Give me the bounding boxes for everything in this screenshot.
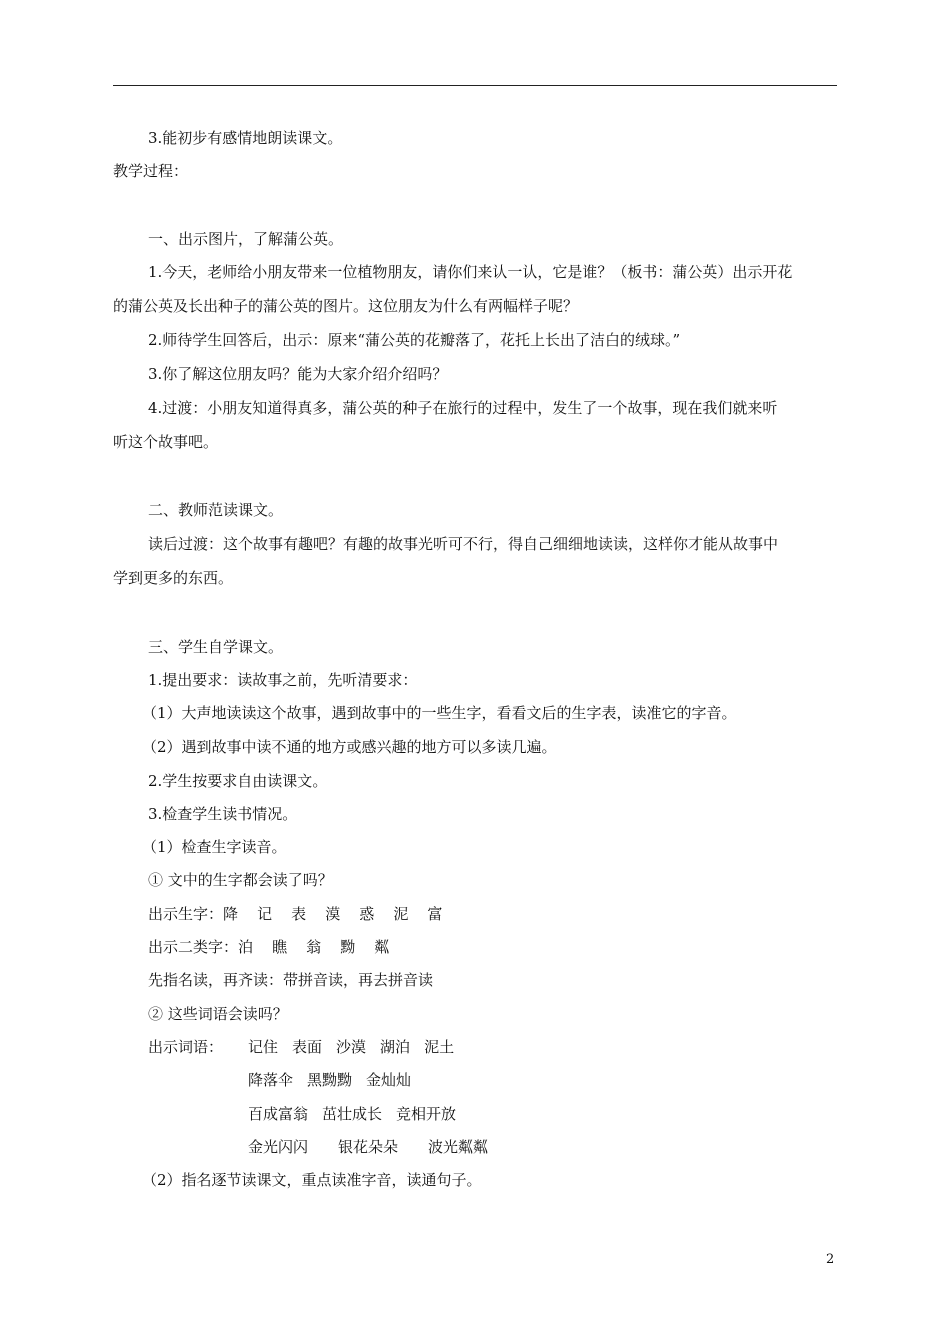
word-row <box>248 1137 502 1157</box>
word: 记住 <box>248 1038 279 1056</box>
page-number: 2 <box>826 1252 835 1267</box>
read-by-section: （2）指名逐节读课文，重点读准字音，读通句子。 <box>142 1171 482 1189</box>
section-1-para-1b: 的蒲公英及长出种子的蒲公英的图片。这位朋友为什么有两幅样子呢？ <box>113 297 579 315</box>
objective-3: 3.能初步有感情地朗读课文。 <box>148 129 343 147</box>
words-label: 出示词语： <box>148 1038 224 1056</box>
word: 表面 <box>292 1038 323 1056</box>
new-characters-1: 出示生字：降 记 表 漠 惑 泥 富 <box>148 905 443 923</box>
section-3-para-1: 1.提出要求：读故事之前，先听清要求： <box>148 671 418 689</box>
word: 茁壮成长 <box>322 1105 383 1123</box>
question-1: ① 文中的生字都会读了吗？ <box>148 871 333 889</box>
section-1-para-4a: 4.过渡：小朋友知道得真多，蒲公英的种子在旅行的过程中，发生了一个故事，现在我们就来听 <box>148 399 778 417</box>
word: 沙漠 <box>336 1038 367 1056</box>
word-row <box>248 1070 425 1090</box>
section-1-para-1a: 1.今天，老师给小朋友带来一位植物朋友，请你们来认一认，它是谁？（板书：蒲公英）出示开花 <box>148 263 793 281</box>
word: 湖泊 <box>380 1038 411 1056</box>
word: 银花朵朵 <box>338 1138 399 1156</box>
word: 金光闪闪 <box>248 1138 309 1156</box>
header-rule <box>113 85 837 86</box>
section-1-para-4b: 听这个故事吧。 <box>113 433 219 451</box>
word: 黑黝黝 <box>307 1071 353 1089</box>
section-2-para-1a: 读后过渡：这个故事有趣吧？有趣的故事光听可不行，得自己细细地读读，这样你才能从故事中 <box>148 535 779 553</box>
reading-method: 先指名读，再齐读：带拼音读，再去拼音读 <box>148 971 434 989</box>
word: 泥土 <box>424 1038 455 1056</box>
word: 降落伞 <box>248 1071 294 1089</box>
section-3-heading: 三、学生自学课文。 <box>148 638 284 656</box>
word-row <box>248 1104 470 1124</box>
word: 波光粼粼 <box>428 1138 489 1156</box>
section-3-req-2: （2）遇到故事中读不通的地方或感兴趣的地方可以多读几遍。 <box>142 738 557 756</box>
check-pronunciation: （1）检查生字读音。 <box>142 838 287 856</box>
section-1-para-3: 3.你了解这位朋友吗？能为大家介绍介绍吗？ <box>148 365 448 383</box>
section-1-heading: 一、出示图片，了解蒲公英。 <box>148 230 344 248</box>
section-3-para-3: 3.检查学生读书情况。 <box>148 805 298 823</box>
new-characters-2: 出示二类字：泊 瞧 翁 黝 粼 <box>148 938 390 956</box>
question-2: ② 这些词语会读吗？ <box>148 1005 288 1023</box>
process-heading: 教学过程： <box>113 162 189 180</box>
section-3-para-2: 2.学生按要求自由读课文。 <box>148 772 328 790</box>
section-3-req-1: （1）大声地读读这个故事，遇到故事中的一些生字，看看文后的生字表，读准它的字音。 <box>142 704 737 722</box>
section-2-heading: 二、教师范读课文。 <box>148 501 284 519</box>
section-2-para-1b: 学到更多的东西。 <box>113 569 234 587</box>
word: 金灿灿 <box>366 1071 412 1089</box>
word: 百成富翁 <box>248 1105 309 1123</box>
word-row <box>248 1037 468 1057</box>
section-1-para-2: 2.师待学生回答后，出示：原来“蒲公英的花瓣落了，花托上长出了洁白的绒球。” <box>148 331 681 349</box>
word: 竞相开放 <box>396 1105 457 1123</box>
